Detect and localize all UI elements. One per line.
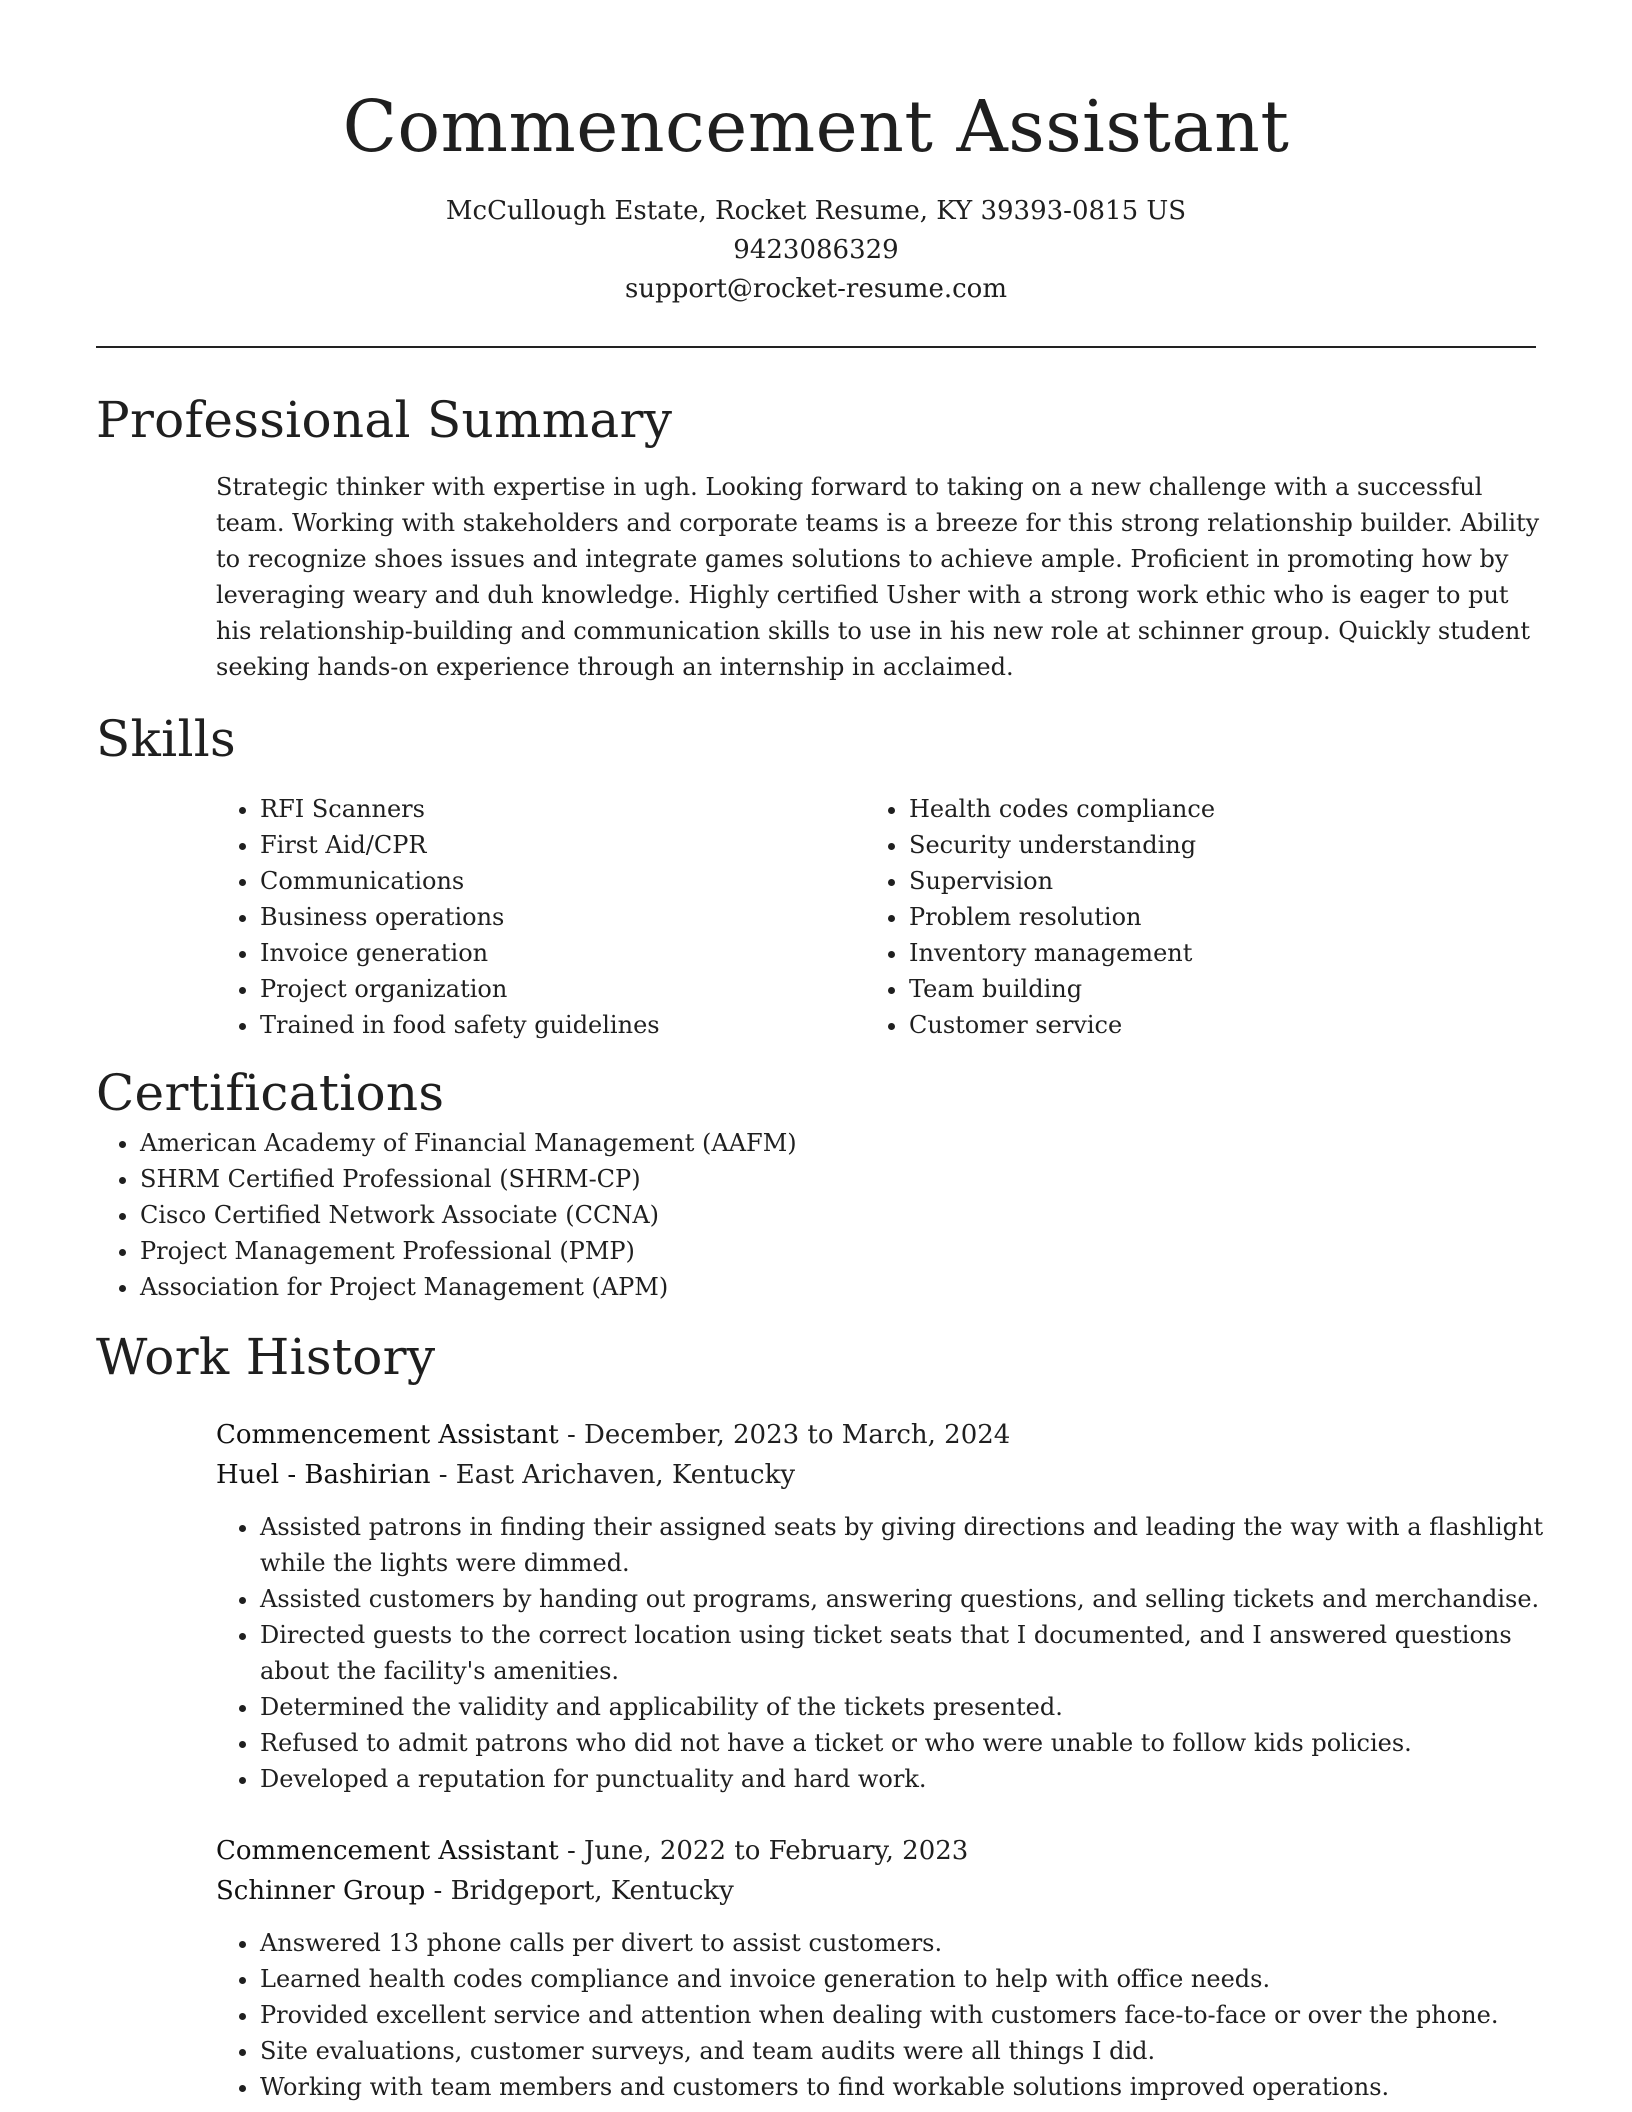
phone-line: 9423086329 (733, 235, 899, 265)
job-location: - Bridgeport, Kentucky (425, 1876, 734, 1906)
job-bullet: • Working with team members and customers to find workable solutions improved operations. (260, 2069, 1550, 2105)
resume-page (96, 0, 1544, 2105)
job-title-line (216, 1831, 1536, 1871)
skill-item: • Trained in food safety guidelines (260, 1007, 865, 1043)
skill-item: • Customer service (909, 1007, 1514, 1043)
skill-item: • Inventory management (909, 935, 1514, 971)
skill-item: • Business operations (260, 899, 865, 935)
certification-item: • American Academy of Financial Management (AAFM) (140, 1125, 1536, 1161)
job-bullet: • Learned health codes compliance and invoice generation to help with office needs. (260, 1961, 1550, 1997)
skill-item: • Team building (909, 971, 1514, 1007)
skills-list-right (865, 791, 1514, 1043)
certifications-list (96, 1125, 1536, 1305)
job-bullets (216, 1925, 1550, 2105)
skill-item: • Supervision (909, 863, 1514, 899)
job-bullet: • Assisted customers by handing out programs, answering questions, and selling tickets and merchandise. (260, 1581, 1550, 1617)
job-bullet: • Provided excellent service and attention when dealing with customers face-to-face or over the phone. (260, 1997, 1550, 2033)
skill-item: • Invoice generation (260, 935, 865, 971)
job-company-line (216, 1871, 1536, 1911)
skill-item: • Communications (260, 863, 865, 899)
job-company: Schinner Group (216, 1876, 426, 1906)
certification-item: • SHRM Certified Professional (SHRM-CP) (140, 1161, 1536, 1197)
job-bullets (216, 1509, 1550, 1797)
skills-heading: Skills (96, 710, 236, 768)
job-company-line (216, 1455, 1536, 1495)
summary-section (96, 388, 1540, 685)
certification-item: • Project Management Professional (PMP) (140, 1233, 1536, 1269)
job-entry (216, 1415, 1544, 1797)
job-bullet: • Developed a reputation for punctuality and hard work. (260, 1761, 1550, 1797)
job-bullet: • Site evaluations, customer surveys, and team audits were all things I did. (260, 2033, 1550, 2069)
job-company: Huel - Bashirian (216, 1460, 431, 1490)
resume-header (96, 0, 1536, 348)
job-bullet: • Assisted patrons in finding their assigned seats by giving directions and leading the way with a flashlight while the lights were dimmed. (260, 1509, 1550, 1581)
skills-list-left (216, 791, 865, 1043)
email-line: support@rocket-resume.com (624, 274, 1007, 304)
summary-text: Strategic thinker with expertise in ugh. Looking forward to taking on a new challenge with a successful team. Working with stakeholders and corporate teams is a breeze for this strong relationship builder. Ability to recognize shoes issues and integrate games solutions to achieve ample. Proficient in promoting how by leveraging weary and duh knowledge. Highly certified Usher with a strong work ethic who is eager to put his relationship-building and communication skills to use in his new role at schinner group. Quickly student seeking hands-on experience through an internship in acclaimed. (216, 473, 1540, 681)
skills-section (96, 707, 1536, 1043)
job-bullet: • Answered 13 phone calls per divert to assist customers. (260, 1925, 1550, 1961)
job-location: - East Arichaven, Kentucky (430, 1460, 796, 1490)
skill-item: • Project organization (260, 971, 865, 1007)
skill-item: • Health codes compliance (909, 791, 1514, 827)
header-divider (96, 346, 1536, 348)
address-line: McCullough Estate, Rocket Resume, KY 39393-0815 US (445, 196, 1187, 226)
certifications-section (96, 1061, 1536, 1305)
contact-info (96, 192, 1536, 309)
candidate-name: Commencement Assistant (342, 85, 1290, 168)
job-title: Commencement Assistant (216, 1836, 559, 1866)
certifications-heading: Certifications (96, 1064, 445, 1122)
skill-item: • First Aid/CPR (260, 827, 865, 863)
skill-item: • Security understanding (909, 827, 1514, 863)
job-dates: - June, 2022 to February, 2023 (558, 1836, 969, 1866)
job-bullet: • Determined the validity and applicability of the tickets presented. (260, 1689, 1550, 1725)
skills-grid (216, 791, 1536, 1043)
certification-item: • Association for Project Management (APM) (140, 1269, 1536, 1305)
work-history-section (96, 1325, 1544, 2105)
job-dates: - December, 2023 to March, 2024 (558, 1420, 1011, 1450)
job-bullet: • Directed guests to the correct location using ticket seats that I documented, and I answered questions about the facility's amenities. (260, 1617, 1550, 1689)
job-bullet: • Refused to admit patrons who did not have a ticket or who were unable to follow kids policies. (260, 1725, 1550, 1761)
skill-item: • Problem resolution (909, 899, 1514, 935)
skill-item: • RFI Scanners (260, 791, 865, 827)
job-entry (216, 1831, 1536, 2105)
job-title-line (216, 1415, 1536, 1455)
work-history-heading: Work History (96, 1328, 436, 1386)
certification-item: • Cisco Certified Network Associate (CCNA) (140, 1197, 1536, 1233)
job-title: Commencement Assistant (216, 1420, 559, 1450)
summary-heading: Professional Summary (96, 391, 673, 449)
